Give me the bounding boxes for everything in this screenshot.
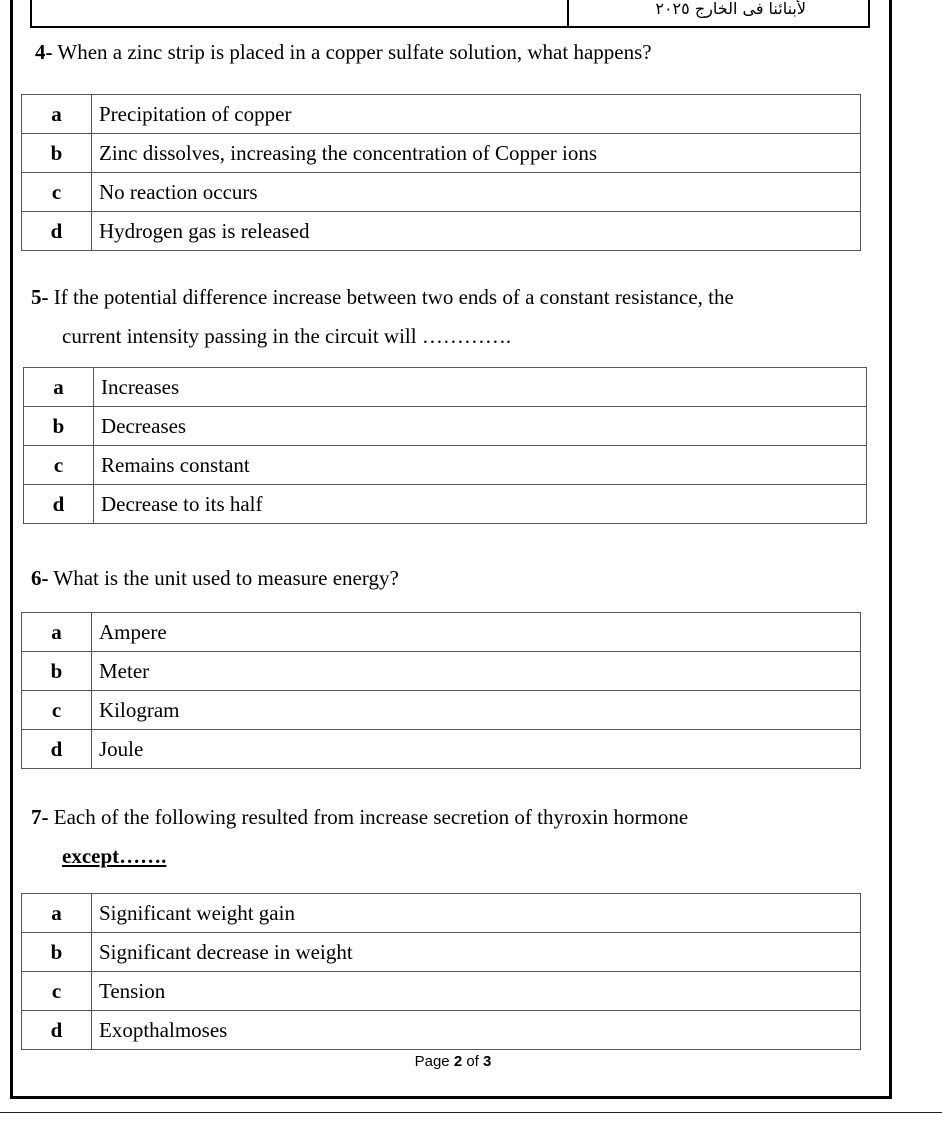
bottom-divider [0, 1112, 942, 1113]
option-text: Increases [94, 368, 867, 407]
option-letter: c [22, 972, 92, 1011]
option-letter: c [22, 691, 92, 730]
option-text: Hydrogen gas is released [92, 212, 861, 251]
option-letter: a [24, 368, 94, 407]
option-letter: d [22, 212, 92, 251]
option-letter: c [24, 446, 94, 485]
option-text: Zinc dissolves, increasing the concentration of Copper ions [92, 134, 861, 173]
question-4 [35, 33, 652, 72]
option-row[interactable] [22, 212, 861, 251]
option-text: Kilogram [92, 691, 861, 730]
option-text: Joule [92, 730, 861, 769]
page-of: of [466, 1053, 479, 1070]
options-table-q7 [21, 893, 861, 1050]
question-5 [31, 278, 734, 356]
option-row[interactable] [22, 173, 861, 212]
option-text: Significant weight gain [92, 894, 861, 933]
option-row[interactable] [22, 134, 861, 173]
option-letter: a [22, 95, 92, 134]
page-number [0, 1053, 906, 1070]
question-6 [31, 559, 399, 598]
option-letter: d [22, 730, 92, 769]
option-letter: d [24, 485, 94, 524]
question-text: What is the unit used to measure energy? [53, 566, 399, 590]
option-row[interactable] [22, 894, 861, 933]
option-row[interactable] [22, 1011, 861, 1050]
option-text: Significant decrease in weight [92, 933, 861, 972]
option-row[interactable] [24, 407, 867, 446]
page-label: Page [414, 1053, 450, 1070]
option-letter: b [22, 933, 92, 972]
total-pages: 3 [483, 1053, 492, 1070]
option-text: Meter [92, 652, 861, 691]
option-row[interactable] [22, 972, 861, 1011]
question-text-line2: current intensity passing in the circuit will …………. [62, 324, 512, 348]
question-text: If the potential difference increase between two ends of a constant resistance, the [53, 285, 734, 309]
options-table-q5 [23, 367, 867, 524]
option-text: Exopthalmoses [92, 1011, 861, 1050]
option-row[interactable] [24, 446, 867, 485]
option-letter: a [22, 613, 92, 652]
option-letter: a [22, 894, 92, 933]
option-text: Decrease to its half [94, 485, 867, 524]
header-text: لأبنائنا فى الخارج ٢٠٢٥ [655, 0, 806, 18]
option-row[interactable] [24, 368, 867, 407]
question-text: When a zinc strip is placed in a copper sulfate solution, what happens? [57, 40, 652, 64]
option-row[interactable] [22, 933, 861, 972]
option-text: Decreases [94, 407, 867, 446]
option-letter: b [24, 407, 94, 446]
header-divider [567, 0, 569, 26]
current-page: 2 [453, 1053, 463, 1070]
option-letter: b [22, 134, 92, 173]
option-letter: d [22, 1011, 92, 1050]
option-row[interactable] [22, 95, 861, 134]
option-text: Tension [92, 972, 861, 1011]
option-text: No reaction occurs [92, 173, 861, 212]
header-box [30, 0, 870, 28]
option-text: Remains constant [94, 446, 867, 485]
question-text: Each of the following resulted from increase secretion of thyroxin hormone [53, 805, 689, 829]
option-row[interactable] [22, 652, 861, 691]
question-number: 6- [31, 566, 49, 590]
question-number: 7- [31, 805, 49, 829]
question-text-line2: except……. [62, 844, 167, 868]
option-letter: b [22, 652, 92, 691]
options-table-q4 [21, 94, 861, 251]
question-7 [31, 798, 688, 876]
option-row[interactable] [22, 613, 861, 652]
option-row[interactable] [24, 485, 867, 524]
option-text: Precipitation of copper [92, 95, 861, 134]
options-table-q6 [21, 612, 861, 769]
question-number: 4- [35, 40, 53, 64]
question-number: 5- [31, 285, 49, 309]
option-row[interactable] [22, 730, 861, 769]
option-row[interactable] [22, 691, 861, 730]
option-text: Ampere [92, 613, 861, 652]
option-letter: c [22, 173, 92, 212]
